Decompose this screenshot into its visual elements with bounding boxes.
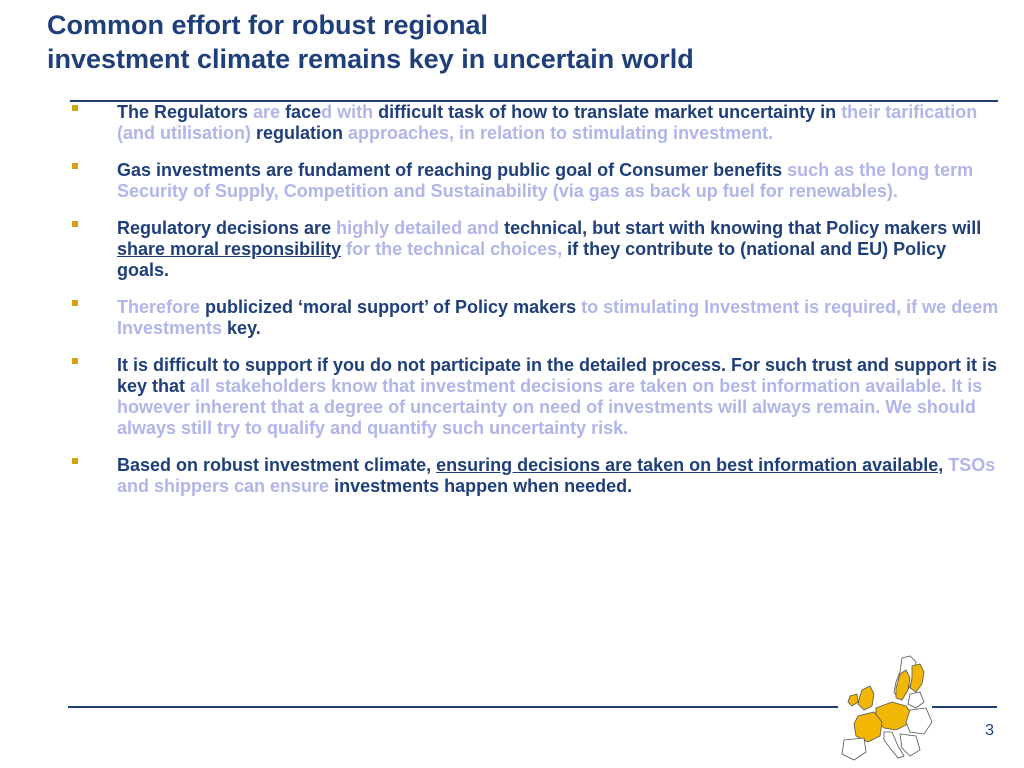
title-line-1: Common effort for robust regional <box>47 10 488 40</box>
map-sweden <box>896 670 910 700</box>
eu-map-icon <box>840 652 936 764</box>
bullet-text-segment: share moral responsibility <box>117 239 342 259</box>
bullet-item <box>70 355 1000 439</box>
bullet-text-segment: publicized ‘moral support’ of Policy makers <box>200 297 582 317</box>
square-bullet-icon <box>72 358 78 364</box>
bullet-item <box>70 455 1000 497</box>
map-uk <box>858 686 874 710</box>
map-france <box>854 712 882 742</box>
bullet-text-segment: Based on robust investment climate, <box>117 455 437 475</box>
square-bullet-icon <box>72 300 78 306</box>
bullet-text-segment: key. <box>222 318 261 338</box>
slide-title <box>47 8 1007 76</box>
bullet-text-segment: Regulatory decisions are <box>117 218 337 238</box>
bullet-text-segment: such as the long term Security of Supply, Competition and Sustainability (via gas as back up fuel for renewables). <box>117 160 974 201</box>
square-bullet-icon <box>72 221 78 227</box>
footer-divider-right <box>932 706 997 708</box>
bullet-text-segment: are <box>253 102 281 122</box>
bullet-text-segment: technical, but start with knowing that Policy makers will <box>499 218 982 238</box>
square-bullet-icon <box>72 105 78 111</box>
title-line-2: investment climate remains key in uncertain world <box>47 44 694 74</box>
bullet-text-segment: Gas investments are fundament of reaching public goal of Consumer benefits <box>117 160 788 180</box>
bullet-item <box>70 297 1000 339</box>
map-balkans <box>900 734 920 756</box>
map-eastern-europe <box>906 708 932 734</box>
bullet-item <box>70 218 1000 281</box>
bullet-list <box>70 102 1000 513</box>
bullet-text-segment: Therefore <box>117 297 201 317</box>
bullet-text-segment: for the technical choices, <box>346 239 563 259</box>
bullet-text-segment: if they contribute to (national and EU) Policy goals. <box>117 239 947 280</box>
map-finland <box>910 664 924 692</box>
bullet-text-segment: investments happen when needed. <box>329 476 633 496</box>
bullet-text-segment: d with <box>321 102 374 122</box>
page-number: 3 <box>985 722 994 739</box>
map-baltics <box>908 692 924 708</box>
map-ireland <box>848 694 858 706</box>
bullet-text-segment: The Regulators <box>117 102 254 122</box>
bullet-text-segment: regulation <box>251 123 349 143</box>
bullet-text-segment: highly detailed and <box>336 218 500 238</box>
bullet-item <box>70 160 1000 202</box>
bullet-text-segment: difficult task of how to translate market uncertainty in <box>373 102 842 122</box>
bullet-text-segment: all stakeholders know that investment decisions are taken on best information available. It is however inherent that a degree of uncertainty on need of investments will always remain. We should always still try to qualify and quantify such uncertainty risk. <box>117 376 983 438</box>
map-iberia <box>842 738 866 760</box>
bullet-text-segment: their tarification (and utilisation) <box>117 102 978 143</box>
bullet-text-segment: , <box>938 455 949 475</box>
bullet-text-segment: TSOs and shippers can ensure <box>117 455 996 496</box>
footer-divider-left <box>68 706 838 708</box>
bullet-text-segment: to stimulating Investment is required, if we deem Investments <box>117 297 999 338</box>
bullet-item <box>70 102 1000 144</box>
bullet-text-segment: approaches, in relation to stimulating investment. <box>348 123 774 143</box>
square-bullet-icon <box>72 163 78 169</box>
bullet-text-segment: It is difficult to support if you do not participate in the detailed process. For such trust and support it is key that <box>117 355 998 396</box>
square-bullet-icon <box>72 458 78 464</box>
bullet-text-segment: ensuring decisions are taken on best information available <box>436 455 939 475</box>
bullet-text-segment: face <box>280 102 322 122</box>
